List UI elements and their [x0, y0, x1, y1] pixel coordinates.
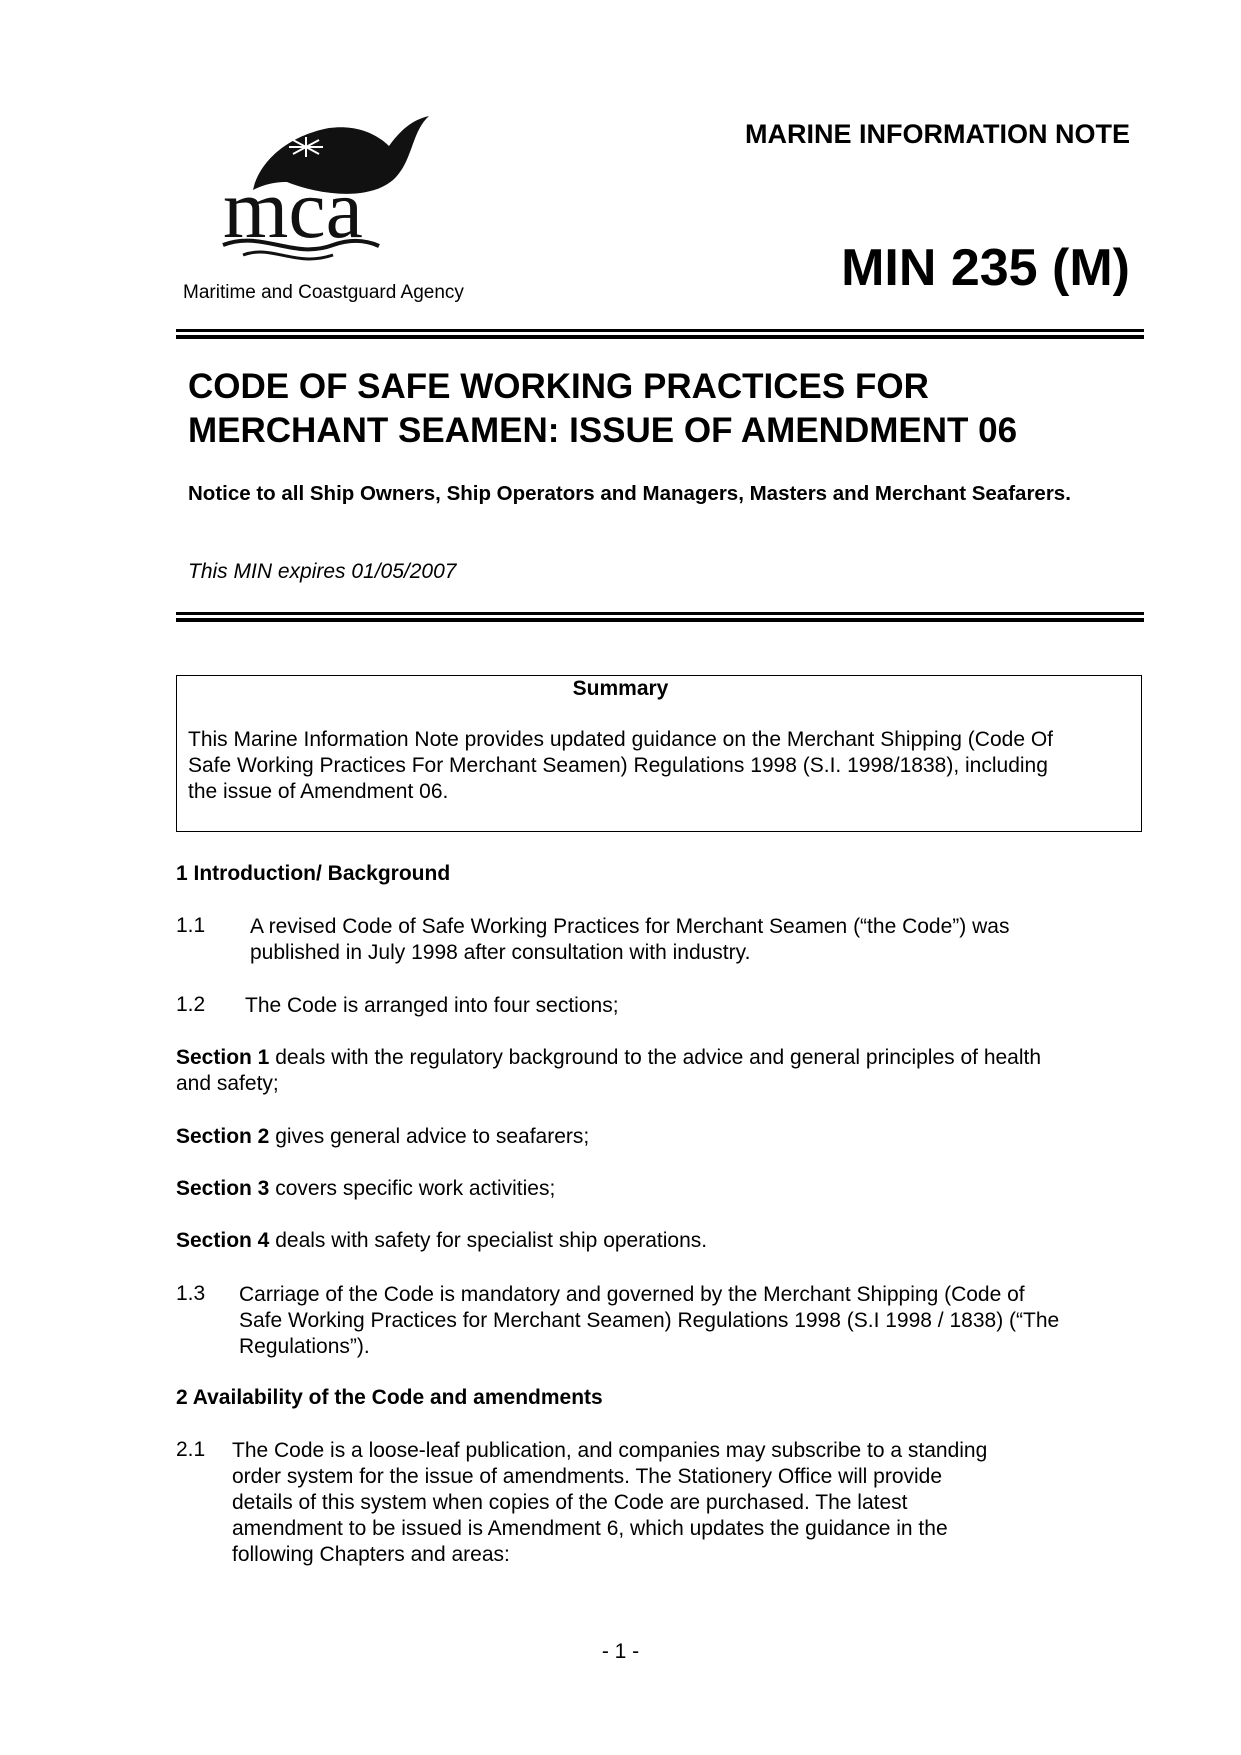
- summary-text: [188, 727, 1133, 805]
- paragraph-line: The Code is a loose-leaf publication, and companies may subscribe to a standing: [232, 1439, 988, 1462]
- section-description: and safety;: [176, 1072, 279, 1095]
- logo-wordmark: mca: [223, 163, 363, 256]
- title-line: MERCHANT SEAMEN: ISSUE OF AMENDMENT 06: [188, 411, 1018, 450]
- paragraph-text: [239, 1282, 1139, 1360]
- section-summary-item: [176, 1045, 1136, 1097]
- paragraph-number: 2.1: [176, 1438, 206, 1461]
- section-heading: 1 Introduction/ Background: [176, 862, 451, 885]
- mca-logo: [183, 110, 543, 310]
- section-label: Section 2: [176, 1125, 270, 1148]
- expiry-text: This MIN expires 01/05/2007: [188, 560, 457, 583]
- paragraph-number: 1.1: [176, 914, 206, 937]
- summary-line: This Marine Information Note provides updated guidance on the Merchant Shipping (Code Of: [188, 728, 1053, 751]
- paragraph-number: 1.3: [176, 1282, 206, 1305]
- page-number: - 1 -: [601, 1640, 640, 1663]
- paragraph-line: Regulations”).: [239, 1335, 370, 1358]
- notice-text: Notice to all Ship Owners, Ship Operators and Managers, Masters and Merchant Seafarers.: [188, 482, 1071, 505]
- agency-name: Maritime and Coastguard Agency: [183, 282, 464, 303]
- paragraph-line: order system for the issue of amendments. The Stationery Office will provide: [232, 1465, 943, 1488]
- paragraph-line: Carriage of the Code is mandatory and governed by the Merchant Shipping (Code of: [239, 1283, 1025, 1306]
- section-label: Section 3: [176, 1177, 270, 1200]
- section-summary-item: [176, 1124, 589, 1150]
- title-line: CODE OF SAFE WORKING PRACTICES FOR: [188, 367, 929, 406]
- min-number: MIN 235 (M): [841, 239, 1130, 297]
- paragraph-line: Safe Working Practices for Merchant Seamen) Regulations 1998 (S.I 1998 / 1838) (“The: [239, 1309, 1060, 1332]
- section-heading: 2 Availability of the Code and amendments: [176, 1386, 603, 1409]
- paragraph-text: [232, 1438, 1132, 1568]
- document-type-label: MARINE INFORMATION NOTE: [745, 119, 1130, 149]
- section-description: deals with the regulatory background to the advice and general principles of health: [269, 1046, 1042, 1069]
- mca-logo-mark: [183, 110, 543, 280]
- section-description: covers specific work activities;: [269, 1177, 556, 1200]
- paragraph-line: amendment to be issued is Amendment 6, which updates the guidance in the: [232, 1517, 948, 1540]
- double-rule-top: [176, 329, 1144, 339]
- paragraph-text: [250, 914, 1130, 966]
- paragraph-line: details of this system when copies of the Code are purchased. The latest: [232, 1491, 908, 1514]
- union-flag-icon: [289, 137, 323, 157]
- paragraph-number: 1.2: [176, 993, 206, 1016]
- paragraph-line: following Chapters and areas:: [232, 1543, 510, 1566]
- summary-line: the issue of Amendment 06.: [188, 780, 449, 803]
- summary-line: Safe Working Practices For Merchant Seamen) Regulations 1998 (S.I. 1998/1838), including: [188, 754, 1048, 777]
- double-rule-bottom: [176, 612, 1144, 622]
- section-description: gives general advice to seafarers;: [269, 1125, 590, 1148]
- section-label: Section 1: [176, 1046, 270, 1069]
- paragraph-line: A revised Code of Safe Working Practices for Merchant Seamen (“the Code”) was: [250, 915, 1010, 938]
- section-description: deals with safety for specialist ship operations.: [269, 1229, 708, 1252]
- paragraph-text: The Code is arranged into four sections;: [245, 994, 619, 1017]
- summary-heading: Summary: [572, 677, 669, 700]
- section-summary-item: [176, 1228, 707, 1254]
- section-label: Section 4: [176, 1229, 270, 1252]
- section-summary-item: [176, 1176, 555, 1202]
- document-title: [188, 365, 1138, 453]
- paragraph-line: published in July 1998 after consultation with industry.: [250, 941, 751, 964]
